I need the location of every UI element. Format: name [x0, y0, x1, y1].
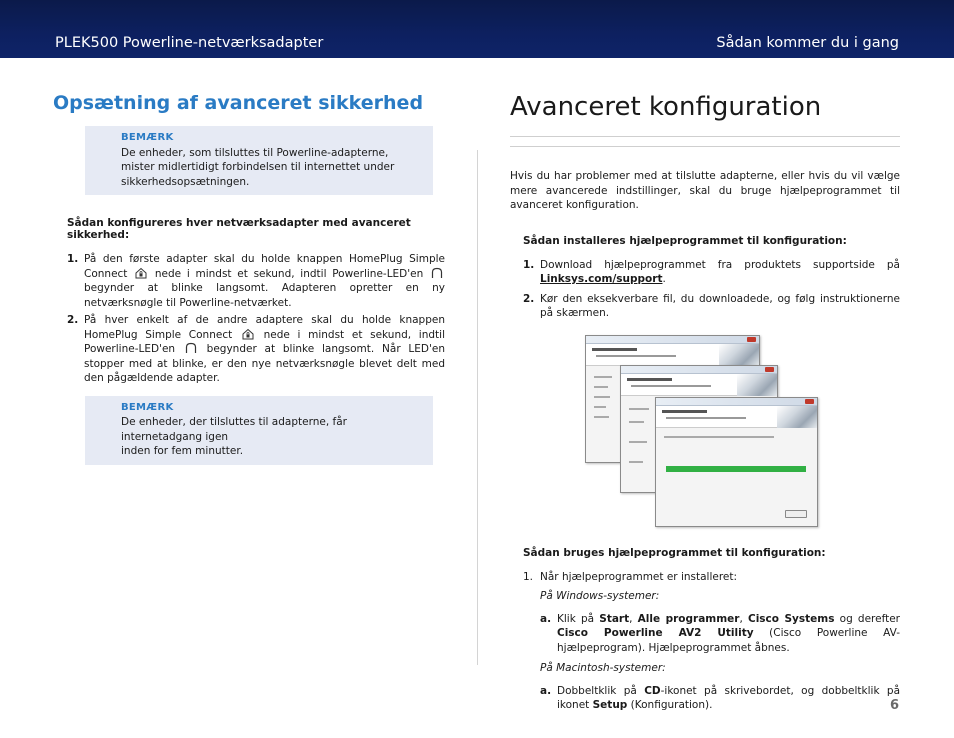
text: Klik på [557, 612, 600, 625]
right-column [510, 92, 900, 719]
utility-label: Cisco Powerline AV2 Utility [557, 627, 754, 639]
window-titlebar [621, 366, 777, 374]
note-line: De enheder, som tilsluttes til Powerline-adapterne, [121, 146, 389, 159]
header-section-name: Sådan kommer du i gang [716, 35, 899, 51]
support-link[interactable]: Linksys.com/support [540, 273, 663, 285]
cancel-button[interactable] [785, 510, 807, 518]
text: (Konfiguration). [627, 699, 713, 711]
start-label: Start [599, 612, 630, 625]
note-line: De enheder, der tilsluttes til adapterne, får internetadgang igen [121, 416, 347, 443]
step-text: begynder at blinke langsomt. Når LED'en stopper med at blinke, er den nye netværksnøgle blevet delt med den pågældende adapter. [84, 343, 445, 384]
cisco-systems-label: Cisco Systems [747, 612, 835, 625]
powerline-led-icon [431, 267, 443, 279]
header-product-name: PLEK500 Powerline-netværksadapter [55, 35, 324, 51]
step-text: nede i mindst et sekund, indtil Powerline-LED'en [84, 328, 445, 355]
note-line: inden for fem minutter. [121, 445, 244, 457]
config-step-2 [67, 313, 445, 386]
mac-instruction [510, 684, 900, 713]
step-number: 1. [523, 258, 535, 271]
close-icon [805, 399, 814, 404]
install-step-1 [523, 258, 900, 287]
mac-label: På Macintosh-systemer: [540, 662, 666, 674]
section-title-security: Opsætning af avanceret sikkerhed [53, 92, 424, 114]
text: Dobbeltklik på [557, 684, 645, 697]
left-column [53, 92, 445, 465]
step-number: 1. [67, 253, 79, 265]
installer-screenshots [510, 335, 900, 535]
config-step-1 [67, 252, 445, 310]
window-header [656, 406, 817, 428]
text: , [739, 612, 748, 625]
lock-house-icon [135, 267, 147, 279]
note-line: sikkerhedsopsætningen. [121, 175, 250, 188]
note-box-2 [85, 396, 433, 465]
header-bar [0, 0, 954, 58]
step-text: Kør den eksekverbare fil, du downloadede, og følg instruktionerne på skærmen. [540, 292, 900, 319]
step-number: 2. [523, 292, 535, 305]
use-steps [523, 570, 900, 585]
note-box-1 [85, 126, 433, 195]
setup-label: Setup [592, 699, 628, 711]
window-titlebar [586, 336, 759, 344]
step-text: nede i mindst et sekund, indtil Powerline-LED'en [154, 267, 424, 280]
powerline-led-icon [185, 342, 197, 354]
cd-label: CD [644, 684, 661, 697]
use-subheading: Sådan bruges hjælpeprogrammet til konfiguration: [523, 546, 826, 559]
installer-window-status [655, 397, 818, 527]
install-subheading: Sådan installeres hjælpeprogrammet til konfiguration: [523, 234, 847, 247]
install-step-2 [523, 292, 900, 321]
use-step-1 [523, 570, 900, 585]
note-label: BEMÆRK [121, 401, 174, 413]
windows-label: På Windows-systemer: [540, 590, 660, 602]
close-icon [747, 337, 756, 342]
step-text: På hver enkelt af de andre adaptere skal du holde knappen HomePlug Simple Connect [84, 314, 445, 341]
step-number: 2. [67, 314, 79, 326]
step-text: Når hjælpeprogrammet er installeret: [540, 570, 738, 583]
page-title: Avanceret konfiguration [510, 92, 900, 137]
install-steps [523, 258, 900, 321]
step-text: På den første adapter skal du holde knappen HomePlug Simple Connect [84, 253, 445, 280]
step-text-end: . [662, 273, 666, 285]
title-rule [510, 139, 900, 147]
step-text: begynder at blinke langsomt. Adapteren opretter en ny netværksnøgle til Powerline-netværket. [84, 282, 445, 309]
window-titlebar [656, 398, 817, 406]
close-icon [765, 367, 774, 372]
config-steps [67, 252, 445, 386]
note-line: mister midlertidigt forbindelsen til internettet under [121, 161, 395, 173]
note-label: BEMÆRK [121, 132, 174, 143]
item-letter: a. [540, 684, 552, 697]
windows-instruction [510, 612, 900, 656]
intro-paragraph: Hvis du har problemer med at tilslutte adapterne, eller hvis du vil vælge mere avancerede indstillinger, skal du bruge hjælpeprogrammet til avanceret konfiguration. [510, 170, 900, 211]
lock-house-icon [242, 328, 254, 340]
column-divider [477, 150, 478, 665]
step-text: Download hjælpeprogrammet fra produktets supportside på [540, 258, 900, 271]
config-subheading: Sådan konfigureres hver netværksadapter med avanceret sikkerhed: [67, 217, 411, 241]
text: og derefter [834, 612, 900, 625]
text: (Cisco Powerline AV-hjælpeprogram). Hjælpeprogrammet åbnes. [557, 627, 900, 654]
all-programs-label: Alle programmer [637, 612, 740, 625]
text: -ikonet på skrivebordet, og dobbeltklik på ikonet [557, 684, 901, 711]
page-number: 6 [889, 698, 899, 713]
window-header [621, 374, 777, 396]
step-number: 1. [523, 570, 534, 583]
text: , [629, 612, 638, 625]
item-letter: a. [540, 612, 552, 625]
window-header [586, 344, 759, 366]
install-progress-bar [666, 466, 806, 472]
